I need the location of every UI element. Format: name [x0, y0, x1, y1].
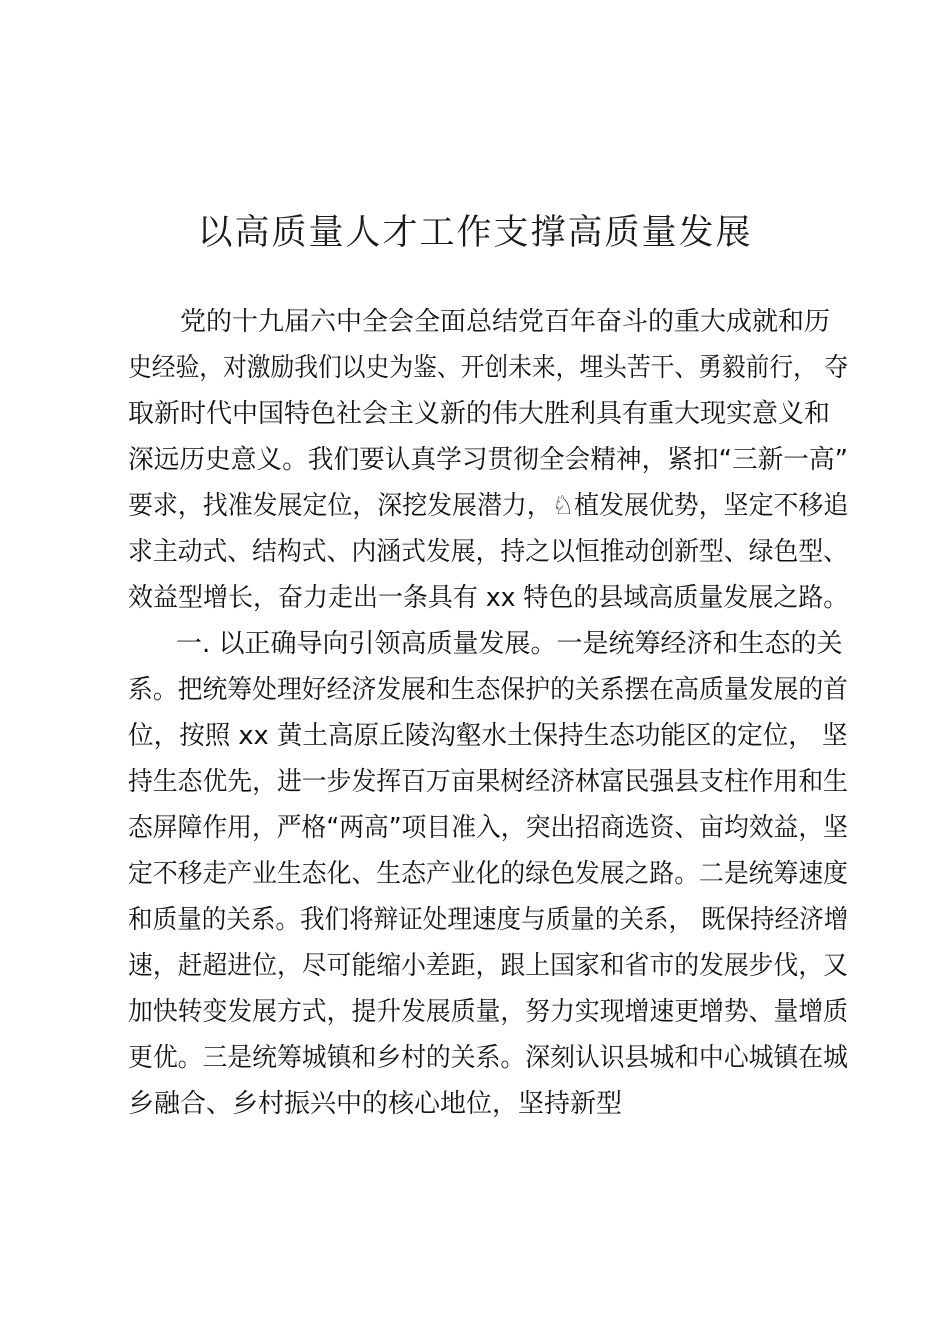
text-line: 持生态优先，进一步发挥百万亩果树经济林富民强县支柱作用和生	[128, 767, 849, 797]
text-line: 深远历史意义。我们要认真学习贯彻全会精神，紧扣“三新一高”	[128, 445, 848, 475]
text-line: 取新时代中国特色社会主义新的伟大胜利具有重大现实意义和	[128, 399, 831, 429]
text-line: 位，按照 xx 黄土高原丘陵沟壑水土保持生态功能区的定位， 坚	[128, 721, 848, 751]
document-title: 以高质量人才工作支撑高质量发展	[197, 213, 753, 253]
text-line: 史经验，对激励我们以史为鉴、开创未来，埋头苦干、勇毅前行， 夺	[128, 353, 849, 383]
text-line: 加快转变发展方式，提升发展质量，努力实现增速更增势、量增质	[128, 997, 849, 1027]
paragraph-intro	[128, 302, 849, 613]
text-line: 效益型增长，奋力走出一条具有 xx 特色的县域高质量发展之路。	[128, 583, 849, 613]
text-line: 乡融合、乡村振兴中的核心地位，坚持新型	[128, 1089, 623, 1119]
text-line: 系。把统筹处理好经济发展和生态保护的关系摆在高质量发展的首	[128, 675, 849, 705]
text-line: 定不移走产业生态化、生态产业化的绿色发展之路。二是统筹速度	[128, 859, 849, 889]
text-line: 一. 以正确导向引领高质量发展。一是统筹经济和生态的关	[176, 629, 843, 659]
paragraph-section-one	[128, 624, 849, 1119]
text-line: 求主动式、结构式、内涵式发展，持之以恒推动创新型、绿色型、	[128, 537, 849, 567]
text-line: 速，赶超进位，尽可能缩小差距，跟上国家和省市的发展步伐，又	[128, 951, 849, 981]
text-line: 态屏障作用，严格“两高”项目准入，突出招商选资、亩均效益，坚	[128, 813, 848, 843]
text-line: 要求，找准发展定位，深挖发展潜力，♘植发展优势，坚定不移追	[128, 491, 849, 521]
text-line: 更优。三是统筹城镇和乡村的关系。深刻认识县城和中心城镇在城	[128, 1043, 849, 1073]
text-line: 党的十九届六中全会全面总结党百年奋斗的重大成就和历	[180, 307, 831, 337]
text-line: 和质量的关系。我们将辩证处理速度与质量的关系， 既保持经济增	[128, 905, 849, 935]
